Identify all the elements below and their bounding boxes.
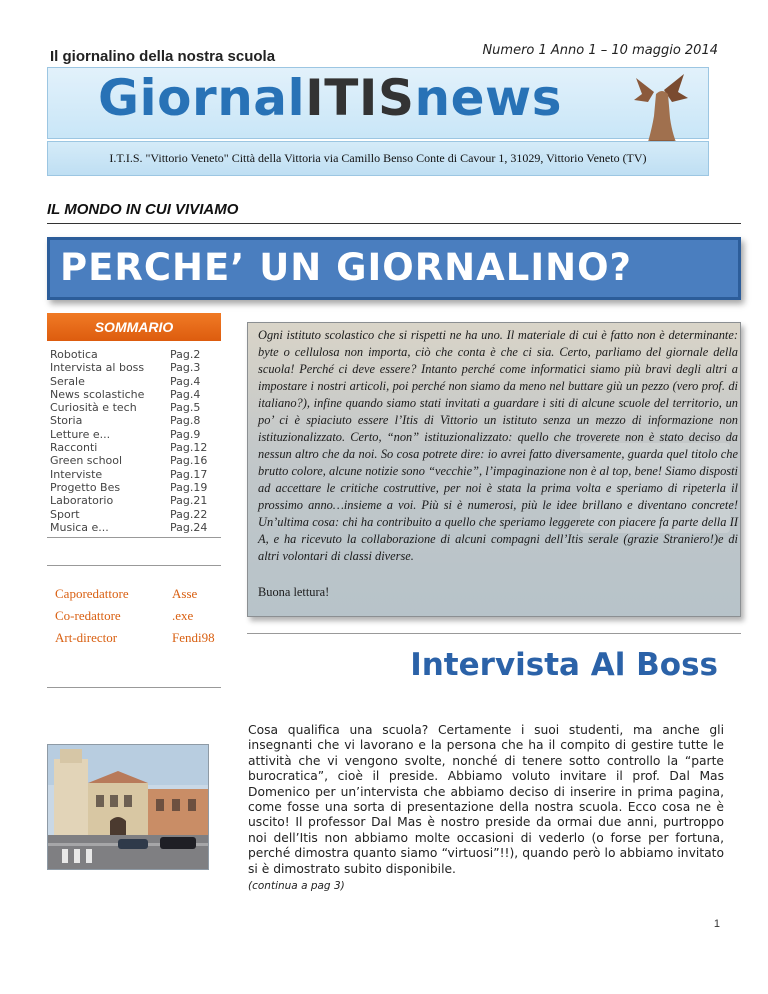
sommario-row xyxy=(50,401,220,414)
school-photo xyxy=(47,744,209,870)
sommario-item-page: Pag.2 xyxy=(170,348,201,361)
sommario-item-page: Pag.4 xyxy=(170,387,201,401)
sommario-row xyxy=(50,414,220,427)
title-part-itis: ITIS xyxy=(305,69,415,127)
sommario-row xyxy=(50,348,220,361)
sommario-item-title: News scolastiche xyxy=(50,387,145,401)
sommario-item-title: Green school xyxy=(50,454,123,468)
sommario-row xyxy=(50,468,220,481)
staff-name: .exe xyxy=(172,608,194,623)
page-number: 1 xyxy=(713,918,720,930)
staff-row xyxy=(55,608,225,630)
sommario-header: SOMMARIO xyxy=(47,313,221,341)
sommario-row xyxy=(50,481,220,494)
sommario-item-page: Pag.19 xyxy=(170,480,208,494)
sommario-row xyxy=(50,454,220,467)
issue-info: Numero 1 Anno 1 – 10 maggio 2014 xyxy=(482,43,718,58)
title-part-news: news xyxy=(414,69,562,127)
continued-note[interactable]: (continua a pag 3) xyxy=(248,880,345,893)
sommario-item-title: Racconti xyxy=(50,441,98,455)
column-divider xyxy=(247,633,741,634)
sommario-item-page: Pag.8 xyxy=(170,414,201,428)
staff-list xyxy=(55,586,225,652)
staff-role: Caporedattore xyxy=(55,586,129,601)
sommario-row xyxy=(50,428,220,441)
sommario-item-title: Sport xyxy=(50,507,80,521)
sommario-item-page: Pag.24 xyxy=(170,520,208,534)
section-divider xyxy=(47,223,741,224)
staff-name: Asse xyxy=(172,586,198,601)
editorial-box xyxy=(247,322,741,617)
staff-role: Art-director xyxy=(55,630,118,645)
sommario-item-title: Letture e... xyxy=(50,427,111,441)
staff-name: Fendi98 xyxy=(172,630,215,645)
sommario-divider xyxy=(47,537,221,538)
headline: PERCHE’ UN GIORNALINO? xyxy=(60,246,633,289)
staff-role: Co-redattore xyxy=(55,608,121,623)
sommario-item-page: Pag.16 xyxy=(170,454,208,468)
sommario-list xyxy=(50,348,220,534)
sommario-row xyxy=(50,508,220,521)
sommario-item-title: Robotica xyxy=(50,348,98,361)
editorial-closing: Buona lettura! xyxy=(258,585,330,599)
sommario-item-title: Curiosità e tech xyxy=(50,401,137,415)
interview-title: Intervista Al Boss xyxy=(410,647,718,683)
staff-row xyxy=(55,586,225,608)
editorial-text: Ogni istituto scolastico che si rispetti ne ha uno. Il materiale di cui è fatto non è determinante: byte o cellulosa non importa, ciò che conta è che ci sia. Certo, parliamo del giornale della scuola! Perché ci deve essere? Intanto perché come informatici siamo più bravi degli altri a impostare i nostri articoli, poi perché non siamo da meno nel buttare giù un pezzo (vero prof. di italiano?), infine quando siamo stati invitati a guardare i siti di alcune scuole del territorio, un po’ ci è spiaciuto essere l’Itis di Vittorio un istituto senza un mezzo di informazione non istituzionalizzato. Certo, “non” istituzionalizzato: quello che troverete non è stato deciso da nessun altro che da noi. So cosa potrete dire: io avrei fatto diversamente, guarda quel titolo che brutto colore, alcune notizie sono “vecchie”, l’impaginazione non è al top, bene! Siamo disposti ad accettare le critiche costruttive, per noi è stata la prima volta e speriamo di ripeterla il prossimo anno…insieme a voi. Più si è numerosi, più le idee brillano e diventano concrete! Un’ultima cosa: chi ha contribuito a quello che speriamo leggerete con piacere fa parte della II A, e ha ricevuto la collaborazione di alcuni compagni dell’Itis serale (grazie Straniero!)e di altri volontari di classi diverse. xyxy=(258,328,738,563)
sommario-item-title: Laboratorio xyxy=(50,494,114,508)
masthead-title xyxy=(98,68,562,128)
sommario-divider xyxy=(47,565,221,566)
sommario-item-page: Pag.3 xyxy=(170,361,201,375)
address-bar: I.T.I.S. "Vittorio Veneto" Città della Vittoria via Camillo Benso Conte di Cavour 1, 31029, Vittorio Veneto (TV) xyxy=(47,141,709,176)
interview-text xyxy=(248,723,724,894)
sommario-row xyxy=(50,494,220,507)
sommario-row xyxy=(50,388,220,401)
section-title: IL MONDO IN CUI VIVIAMO xyxy=(47,201,239,218)
sommario-item-page: Pag.21 xyxy=(170,494,208,508)
kicker: Il giornalino della nostra scuola xyxy=(50,48,276,65)
sommario-item-title: Serale xyxy=(50,374,85,388)
sommario-item-page: Pag.4 xyxy=(170,374,201,388)
staff-row xyxy=(55,630,225,652)
sommario-item-page: Pag.9 xyxy=(170,427,201,441)
sommario-item-title: Musica e... xyxy=(50,520,109,534)
sommario-row xyxy=(50,441,220,454)
title-part-giornal: Giornal xyxy=(98,69,306,127)
sommario-item-page: Pag.12 xyxy=(170,441,208,455)
sommario-item-title: Storia xyxy=(50,414,83,428)
sommario-item-title: Interviste xyxy=(50,467,103,481)
headline-banner xyxy=(47,237,741,300)
sommario-item-page: Pag.5 xyxy=(170,401,201,415)
sommario-item-title: Intervista al boss xyxy=(50,361,145,375)
school-building-image xyxy=(48,745,209,870)
sommario-item-page: Pag.17 xyxy=(170,467,208,481)
masthead xyxy=(47,67,709,139)
sidebar-divider xyxy=(47,687,221,688)
sommario-row xyxy=(50,521,220,534)
interview-body: Cosa qualifica una scuola? Certamente i suoi studenti, ma anche gli insegnanti che vi lavorano e la persona che ha il compito di gestire tutte le attività che vi vengono svolte, nonché di tenere sotto controllo la “parte burocratica”, cioè il preside. Abbiamo voluto invitare il prof. Dal Mas Domenico per un’intervista che abbiamo deciso di inserire in prima pagina, come fosse una sorta di presentazione della nostra scuola. Ecco cosa ne è uscito! Il professor Dal Mas è nostro preside da ormai due anni, purtroppo noi dell’Itis non abbiamo molte occasioni di vederlo (o forse per fortuna, perché dimostra quanto siamo “virtuosi”!!), quando però lo abbiamo invitato si è dimostrato subito disponibile. xyxy=(248,723,724,876)
sommario-row xyxy=(50,375,220,388)
sommario-item-title: Progetto Bes xyxy=(50,480,121,494)
sommario-row xyxy=(50,361,220,374)
sommario-item-page: Pag.22 xyxy=(170,507,208,521)
